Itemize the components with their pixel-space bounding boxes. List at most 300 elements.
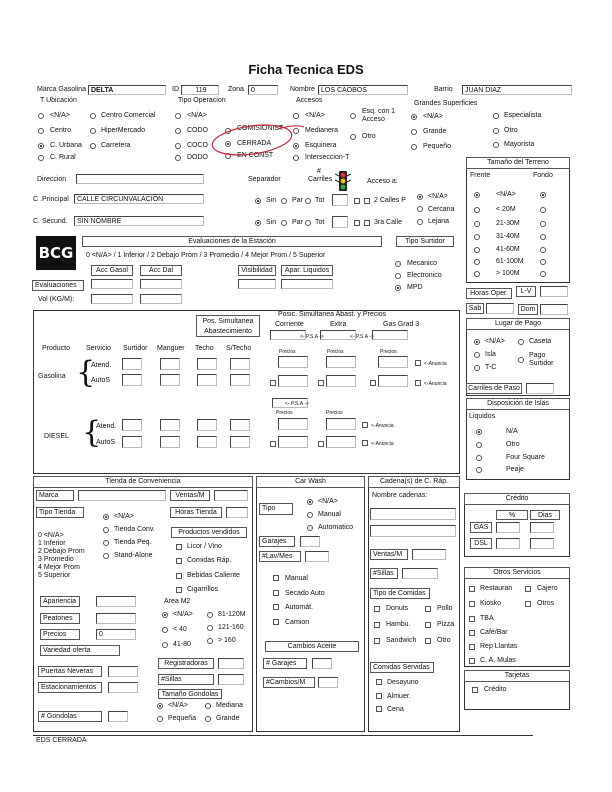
- accesos-intersec-radio[interactable]: [293, 155, 299, 161]
- precios-field[interactable]: 0: [96, 629, 136, 640]
- secund-sin-radio[interactable]: [255, 220, 261, 226]
- accesos-na-radio[interactable]: [293, 113, 299, 119]
- comida-opt: Hambu.: [386, 621, 411, 628]
- diesel-label: DIESEL: [44, 433, 69, 440]
- islas-opt: Peaje: [506, 466, 524, 473]
- secund-par-radio[interactable]: [281, 220, 287, 226]
- footer-divider: [33, 735, 533, 736]
- carwash-tipo-button[interactable]: Tipo: [259, 503, 293, 515]
- zona-label: Zona: [228, 86, 244, 93]
- vol-field-2[interactable]: [140, 294, 182, 304]
- gondola-pequena-radio[interactable]: [157, 716, 163, 722]
- superficies-especialista-radio[interactable]: [493, 113, 499, 119]
- gasolina-autos-manguer[interactable]: [160, 374, 180, 386]
- sab-button[interactable]: Sab: [466, 303, 484, 314]
- carriles-paso-button[interactable]: Carriles de Paso: [466, 383, 522, 394]
- gasolina-autos-techo[interactable]: [197, 374, 217, 386]
- cw-check-label: Manual: [285, 575, 308, 582]
- servida-opt: Almuer.: [387, 693, 411, 700]
- terreno-opt: 61-100M: [496, 258, 524, 265]
- direccion-field[interactable]: [76, 174, 204, 184]
- pago-na-radio[interactable]: [474, 339, 480, 345]
- variedad-button[interactable]: Variedad oferta: [40, 645, 120, 656]
- terreno-frente-radio[interactable]: [474, 259, 480, 265]
- area-160-radio[interactable]: [207, 638, 213, 644]
- precios-label: Precios: [327, 349, 344, 355]
- terreno-fondo-radio[interactable]: [540, 234, 546, 240]
- scale-item: 1 Inferior: [38, 540, 66, 547]
- area-opt: 41-80: [173, 641, 191, 648]
- gasolina-atend-surtidor[interactable]: [122, 358, 142, 370]
- islas-peaje-radio[interactable]: [476, 467, 482, 473]
- corriente-label: Corriente: [275, 321, 304, 328]
- lav-mes-field[interactable]: [305, 551, 329, 562]
- credito-dias-button[interactable]: Dias: [530, 510, 560, 520]
- visibilidad-field[interactable]: [238, 279, 276, 289]
- cadenas-nombre-field[interactable]: [370, 525, 456, 537]
- diesel-atend-surtidor[interactable]: [122, 419, 142, 431]
- acc-gasol-button[interactable]: Acc Gasol: [91, 265, 133, 276]
- ubicacion-opt: C. Urbana: [50, 142, 82, 149]
- terreno-frente-radio[interactable]: [474, 247, 480, 253]
- principal-field[interactable]: CALLE CIRCUNVALACION: [74, 194, 204, 204]
- precios-button[interactable]: Precios: [40, 629, 80, 640]
- puertas-neveras-button[interactable]: Puertas Neveras: [38, 666, 102, 677]
- gasolina-atend-manguer[interactable]: [160, 358, 180, 370]
- autos-label: AutoS: [91, 377, 111, 384]
- operacion-opt: <N/A>: [187, 112, 207, 119]
- acc-dal-button[interactable]: Acc Dal: [140, 265, 182, 276]
- almuer-check[interactable]: [376, 693, 382, 699]
- credito-gas-button[interactable]: GAS: [470, 522, 492, 533]
- islas-foursquare-radio[interactable]: [476, 455, 482, 461]
- scale-item: 0 <N/A>: [38, 532, 64, 539]
- tienda-ventas-button[interactable]: Ventas/M: [170, 490, 210, 501]
- horas-tienda-field[interactable]: [226, 507, 248, 518]
- gasolina-check[interactable]: [270, 380, 276, 386]
- operacion-opt: COMISIONIST: [237, 125, 284, 132]
- operacion-codo-radio[interactable]: [175, 128, 181, 134]
- diesel-precio[interactable]: [326, 418, 356, 430]
- registradoras-field[interactable]: [218, 658, 244, 669]
- estacionamientos-field[interactable]: [108, 682, 138, 693]
- gondola-na-radio[interactable]: [157, 703, 163, 709]
- c-cambios-button[interactable]: #Cambios/M: [263, 677, 315, 688]
- terreno-fondo-radio[interactable]: [540, 192, 546, 198]
- c-cambios-field[interactable]: [318, 677, 338, 688]
- ubicacion-opt: C. Rural: [50, 154, 76, 161]
- operacion-label: Tipo Operacion: [178, 97, 226, 104]
- gasolina-brace: {: [76, 355, 96, 390]
- superficies-otro-radio[interactable]: [493, 128, 499, 134]
- gasolina-precio[interactable]: [278, 375, 308, 387]
- comidas-check[interactable]: [176, 558, 182, 564]
- gondola-opt: Grande: [216, 715, 240, 722]
- gasolina-atend-techo[interactable]: [197, 358, 217, 370]
- islas-opt: N/A: [506, 428, 518, 435]
- operacion-opt: CODO: [187, 127, 208, 134]
- ubicacion-opt: Centro Comercial: [101, 112, 156, 119]
- pago-surtidor-radio[interactable]: [518, 357, 524, 363]
- cw-manual-check[interactable]: [273, 575, 279, 581]
- tot-label: Tot: [315, 219, 325, 226]
- zona-field[interactable]: 0: [248, 85, 278, 95]
- terreno-frente-radio[interactable]: [474, 221, 480, 227]
- sab-field[interactable]: [486, 303, 514, 314]
- cajero-check[interactable]: [525, 586, 531, 592]
- tipo-tienda-peq-radio[interactable]: [103, 540, 109, 546]
- surtidor-mecanico-radio[interactable]: [395, 261, 401, 267]
- restauran-check[interactable]: [469, 586, 475, 592]
- otros-header: Otros Servicios: [464, 567, 570, 579]
- tarjeta-credito-check[interactable]: [472, 687, 478, 693]
- cadenas-sillas-field[interactable]: [402, 568, 438, 579]
- kiosko-check[interactable]: [469, 601, 475, 607]
- diesel-autos-manguer[interactable]: [160, 436, 180, 448]
- diesel-check[interactable]: [270, 441, 276, 447]
- principal-par-radio[interactable]: [281, 198, 287, 204]
- ubicacion-opt: <N/A>: [50, 112, 70, 119]
- pago-caseta-radio[interactable]: [518, 339, 524, 345]
- accesos-opt: Medianera: [305, 127, 339, 134]
- acceso-cercana-radio[interactable]: [417, 206, 423, 212]
- c-garajes-button[interactable]: # Garajes: [263, 658, 307, 669]
- cw-automat-check[interactable]: [273, 604, 279, 610]
- horas-oper-button[interactable]: Horas Oper.: [466, 288, 512, 299]
- accesos-opt: Otro: [362, 133, 376, 140]
- cadenas-ventas-field[interactable]: [412, 549, 446, 560]
- tres-calle-label: 3ra Calle: [374, 219, 403, 226]
- terreno-fondo-radio[interactable]: [540, 221, 546, 227]
- terreno-opt: 31-40M: [496, 233, 520, 240]
- gondola-mediana-radio[interactable]: [205, 703, 211, 709]
- carwash-opt: Manual: [318, 511, 341, 518]
- col-servicio: Servicio: [86, 345, 111, 352]
- diesel-atend-stecho[interactable]: [230, 419, 250, 431]
- operacion-na-radio[interactable]: [175, 113, 181, 119]
- cigarrillos-check[interactable]: [176, 587, 182, 593]
- ubicacion-rural-radio[interactable]: [38, 155, 44, 161]
- gasolina-anuncia-check[interactable]: [415, 360, 421, 366]
- rep-llantas-check[interactable]: [469, 644, 475, 650]
- apariencia-field[interactable]: [96, 596, 136, 607]
- apariencia-button[interactable]: Apariencia: [40, 596, 80, 607]
- cena-check[interactable]: [376, 706, 382, 712]
- diesel-autos-techo[interactable]: [197, 436, 217, 448]
- lv-button[interactable]: L-V: [516, 286, 536, 297]
- ubicacion-carretera-radio[interactable]: [90, 143, 96, 149]
- superficies-na-radio[interactable]: [411, 114, 417, 120]
- productos-vendidos-header: Productos vendidos: [171, 527, 247, 538]
- gas-pct-field[interactable]: [496, 522, 520, 533]
- precios-label: Precios: [380, 349, 397, 355]
- area-81-radio[interactable]: [207, 612, 213, 618]
- psa-field[interactable]: [372, 330, 408, 340]
- cadenas-nombre-field[interactable]: [370, 508, 456, 520]
- cw-secado-check[interactable]: [273, 590, 279, 596]
- diesel-anuncia-check[interactable]: [362, 440, 368, 446]
- secund-check[interactable]: [354, 220, 360, 226]
- sandwich-check[interactable]: [374, 638, 380, 644]
- barrio-field[interactable]: JUAN DIAZ: [462, 85, 572, 95]
- acc-gasol-field[interactable]: [91, 279, 133, 289]
- comida-opt: Otro: [437, 637, 451, 644]
- gasolina-precio[interactable]: [278, 356, 308, 368]
- posic-label: Posic. Simultanea Abast. y Precios: [278, 311, 387, 318]
- terreno-fondo-radio[interactable]: [540, 259, 546, 265]
- credito-dsl-button[interactable]: DSL: [470, 538, 492, 549]
- garajes-button[interactable]: Garajes: [259, 536, 295, 547]
- scale-item: 5 Superior: [38, 572, 71, 579]
- tipo-tienda-button[interactable]: Tipo Tienda: [36, 507, 84, 518]
- accesos-esq-radio[interactable]: [350, 113, 356, 119]
- apar-liquidos-field[interactable]: [281, 279, 333, 289]
- lv-field[interactable]: [540, 286, 568, 297]
- cafe-check[interactable]: [469, 630, 475, 636]
- principal-2calles-check[interactable]: [364, 198, 370, 204]
- lav-mes-button[interactable]: #Lav/Mes: [259, 551, 301, 562]
- superficies-grande-radio[interactable]: [411, 129, 417, 135]
- acceso-lejana-radio[interactable]: [417, 219, 423, 225]
- pago-tc-radio[interactable]: [474, 365, 480, 371]
- operacion-dodo-radio[interactable]: [175, 155, 181, 161]
- tienda-sillas-field[interactable]: [218, 674, 244, 685]
- carriles-paso-field[interactable]: [526, 383, 554, 394]
- precios-label: Precios: [326, 410, 343, 416]
- horas-tienda-button[interactable]: Horas Tienda: [170, 507, 222, 518]
- area-41-radio[interactable]: [162, 642, 168, 648]
- gasolina-autos-surtidor[interactable]: [122, 374, 142, 386]
- ubicacion-urbana-radio[interactable]: [38, 143, 44, 149]
- superficies-opt: Pequeño: [423, 143, 452, 150]
- gasolina-atend-stecho[interactable]: [230, 358, 250, 370]
- gasolina-precio[interactable]: [326, 356, 356, 368]
- secund-tot-radio[interactable]: [305, 220, 311, 226]
- terreno-fondo-radio[interactable]: [540, 271, 546, 277]
- gasolina-anuncia-check[interactable]: [415, 380, 421, 386]
- gasolina-precio[interactable]: [378, 375, 408, 387]
- diesel-precio[interactable]: [278, 436, 308, 448]
- barrio-label: Barrio: [434, 86, 453, 93]
- terreno-frente-radio[interactable]: [474, 192, 480, 198]
- gasolina-check[interactable]: [370, 380, 376, 386]
- surtidor-opt: MPD: [407, 284, 423, 291]
- diesel-anuncia-check[interactable]: [362, 422, 368, 428]
- evaluaciones-button[interactable]: Evaluaciones: [32, 280, 84, 291]
- superficies-opt: Especialista: [504, 112, 542, 119]
- diesel-atend-techo[interactable]: [197, 419, 217, 431]
- extra-label: Extra: [330, 321, 347, 328]
- carwash-manual-radio[interactable]: [307, 512, 313, 518]
- area-opt: < 40: [173, 626, 187, 633]
- operacion-opt: DODO: [187, 154, 208, 161]
- terreno-opt: > 100M: [496, 270, 520, 277]
- tipo-tienda-conv-radio[interactable]: [103, 527, 109, 533]
- gondolas-button[interactable]: # Gondolas: [38, 711, 102, 722]
- secund-field[interactable]: SIN NOMBRE: [74, 216, 204, 226]
- scale-item: 4 Mejor Prom: [38, 564, 81, 571]
- dom-field[interactable]: [540, 304, 568, 315]
- area-na-radio[interactable]: [162, 612, 168, 618]
- id-label: ID: [172, 86, 179, 93]
- carwash-na-radio[interactable]: [307, 499, 313, 505]
- gas-dias-field[interactable]: [530, 522, 554, 533]
- acceso-na-radio[interactable]: [417, 194, 423, 200]
- peatones-button[interactable]: Peatones: [40, 613, 80, 624]
- scale-item: 3 Promedio: [38, 556, 74, 563]
- garajes-field[interactable]: [300, 536, 320, 547]
- tipo-tienda-na-radio[interactable]: [103, 514, 109, 520]
- gondola-grande-radio[interactable]: [205, 716, 211, 722]
- terreno-fondo-radio[interactable]: [540, 247, 546, 253]
- cw-check-label: Secado Auto: [285, 590, 325, 597]
- hambu-check[interactable]: [374, 622, 380, 628]
- accesos-medianera-radio[interactable]: [293, 128, 299, 134]
- terreno-opt: <N/A>: [496, 191, 516, 198]
- sin-label: Sin: [266, 219, 277, 226]
- id-field[interactable]: 119: [181, 85, 219, 95]
- donuts-check[interactable]: [374, 606, 380, 612]
- tienda-sillas-button[interactable]: #Sillas: [158, 674, 214, 685]
- secund-3ra-check[interactable]: [364, 220, 370, 226]
- tarjetas-header: Tarjetas: [464, 670, 570, 682]
- islas-otro-radio[interactable]: [476, 442, 482, 448]
- superficies-pequeno-radio[interactable]: [411, 144, 417, 150]
- gasolina-check[interactable]: [318, 380, 324, 386]
- area-40-radio[interactable]: [162, 627, 168, 633]
- cadenas-ventas-button[interactable]: Ventas/M: [370, 549, 408, 560]
- surtidor-electronico-radio[interactable]: [395, 273, 401, 279]
- tienda-marca-field[interactable]: [78, 490, 166, 501]
- producto-opt: Bebidas Caliente: [187, 572, 240, 579]
- terreno-frente-radio[interactable]: [474, 207, 480, 213]
- principal-sin-radio[interactable]: [255, 198, 261, 204]
- comida-opt: Pollo: [437, 605, 453, 612]
- ubicacion-centro-radio[interactable]: [38, 128, 44, 134]
- ubicacion-na-radio[interactable]: [38, 113, 44, 119]
- operacion-coco-radio[interactable]: [175, 143, 181, 149]
- superficies-mayorista-radio[interactable]: [493, 142, 499, 148]
- terreno-fondo-radio[interactable]: [540, 207, 546, 213]
- superficies-opt: Otro: [504, 127, 518, 134]
- comidas-servidas-header: Comidas Servidas: [370, 662, 434, 673]
- gondolas-size-header: Tamaño Gondolas: [158, 689, 222, 699]
- tipo-tienda-opt: Tienda Peq.: [114, 539, 152, 546]
- c-garajes-field[interactable]: [312, 658, 332, 669]
- credito-pct-button[interactable]: %: [496, 510, 528, 520]
- desayuno-check[interactable]: [376, 679, 382, 685]
- pollo-check[interactable]: [425, 606, 431, 612]
- acc-dal-field[interactable]: [140, 279, 182, 289]
- scale-item: 2 Debajo Prom: [38, 548, 85, 555]
- diesel-check[interactable]: [318, 441, 324, 447]
- diesel-autos-surtidor[interactable]: [122, 436, 142, 448]
- ubicacion-hiper-radio[interactable]: [90, 128, 96, 134]
- cadenas-nombre-label: Nombre cadenas:: [372, 492, 428, 499]
- col-techo: Techo: [195, 345, 214, 352]
- acceso-lejana-label: Lejana: [428, 218, 450, 225]
- surtidor-mpd-radio[interactable]: [395, 285, 401, 291]
- pago-opt: Pago Surtidor: [529, 352, 554, 367]
- diesel-autos-stecho[interactable]: [230, 436, 250, 448]
- accesos-otro-radio[interactable]: [350, 134, 356, 140]
- gondola-opt: <N/A>: [168, 702, 188, 709]
- visibilidad-button[interactable]: Visibilidad: [238, 265, 276, 276]
- carwash-header: Car Wash: [256, 476, 365, 488]
- operacion-opt: CERRADA: [237, 140, 272, 147]
- diesel-precio[interactable]: [278, 418, 308, 430]
- otro-check[interactable]: [425, 638, 431, 644]
- tba-check[interactable]: [469, 616, 475, 622]
- islas-header: Disposición de Islas: [466, 398, 570, 410]
- psa-label: <- P.S.A ->: [350, 334, 374, 340]
- apar-liquidos-button[interactable]: Apar. Liquidos: [281, 265, 333, 276]
- cadenas-sillas-button[interactable]: #Sillas: [370, 568, 398, 579]
- gasolina-precio[interactable]: [378, 356, 408, 368]
- dsl-pct-field[interactable]: [496, 538, 520, 549]
- accesos-esquinera-radio[interactable]: [293, 143, 299, 149]
- separador-label: Separador: [248, 176, 281, 183]
- tienda-marca-button[interactable]: Marca: [36, 490, 74, 501]
- tienda-ventas-field[interactable]: [214, 490, 248, 501]
- accesos-label: Accesos: [296, 97, 323, 104]
- vol-label: Vol (KG/M):: [38, 296, 75, 303]
- mulas-check[interactable]: [469, 658, 475, 664]
- vol-field-1[interactable]: [91, 294, 133, 304]
- atend-label: Atend.: [91, 362, 112, 369]
- islas-opt: Otro: [506, 441, 520, 448]
- otros-check[interactable]: [525, 601, 531, 607]
- cw-camion-check[interactable]: [273, 619, 279, 625]
- dom-button[interactable]: Dom: [518, 304, 538, 315]
- puertas-neveras-field[interactable]: [108, 666, 138, 677]
- registradoras-button[interactable]: Registradoras: [158, 658, 214, 669]
- ubicacion-cc-radio[interactable]: [90, 113, 96, 119]
- terreno-opt: 41-60M: [496, 246, 520, 253]
- licor-check[interactable]: [176, 544, 182, 550]
- otros-opt: Café/Bar: [480, 629, 508, 636]
- principal-carriles-field[interactable]: [332, 194, 348, 206]
- gondolas-field[interactable]: [108, 711, 128, 722]
- tipo-tienda-stand-radio[interactable]: [103, 553, 109, 559]
- dsl-dias-field[interactable]: [530, 538, 554, 549]
- surtidor-opt: Electronico: [407, 272, 442, 279]
- nombre-field[interactable]: LOS CAOBOS: [318, 85, 408, 95]
- principal-check[interactable]: [354, 198, 360, 204]
- terreno-frente-radio[interactable]: [474, 234, 480, 240]
- bebidas-check[interactable]: [176, 573, 182, 579]
- diesel-precio[interactable]: [326, 436, 356, 448]
- peatones-field[interactable]: [96, 613, 136, 624]
- psa-label: <- P.S.A ->: [285, 401, 309, 407]
- terreno-frente-radio[interactable]: [474, 271, 480, 277]
- cw-check-label: Automát.: [285, 604, 314, 611]
- diesel-atend-manguer[interactable]: [160, 419, 180, 431]
- marca-field[interactable]: DELTA: [88, 85, 166, 95]
- estacionamientos-button[interactable]: Estacionamientos: [38, 682, 102, 693]
- pizza-check[interactable]: [425, 622, 431, 628]
- servida-opt: Cena: [387, 706, 404, 713]
- gasolina-precio[interactable]: [326, 375, 356, 387]
- area-121-radio[interactable]: [207, 625, 213, 631]
- gasolina-label: Gasolina: [38, 373, 66, 380]
- carwash-auto-radio[interactable]: [307, 525, 313, 531]
- islas-na-radio[interactable]: [476, 429, 482, 435]
- principal-tot-radio[interactable]: [305, 198, 311, 204]
- gasolina-autos-stecho[interactable]: [230, 374, 250, 386]
- secund-carriles-field[interactable]: [332, 216, 348, 228]
- pago-isla-radio[interactable]: [474, 352, 480, 358]
